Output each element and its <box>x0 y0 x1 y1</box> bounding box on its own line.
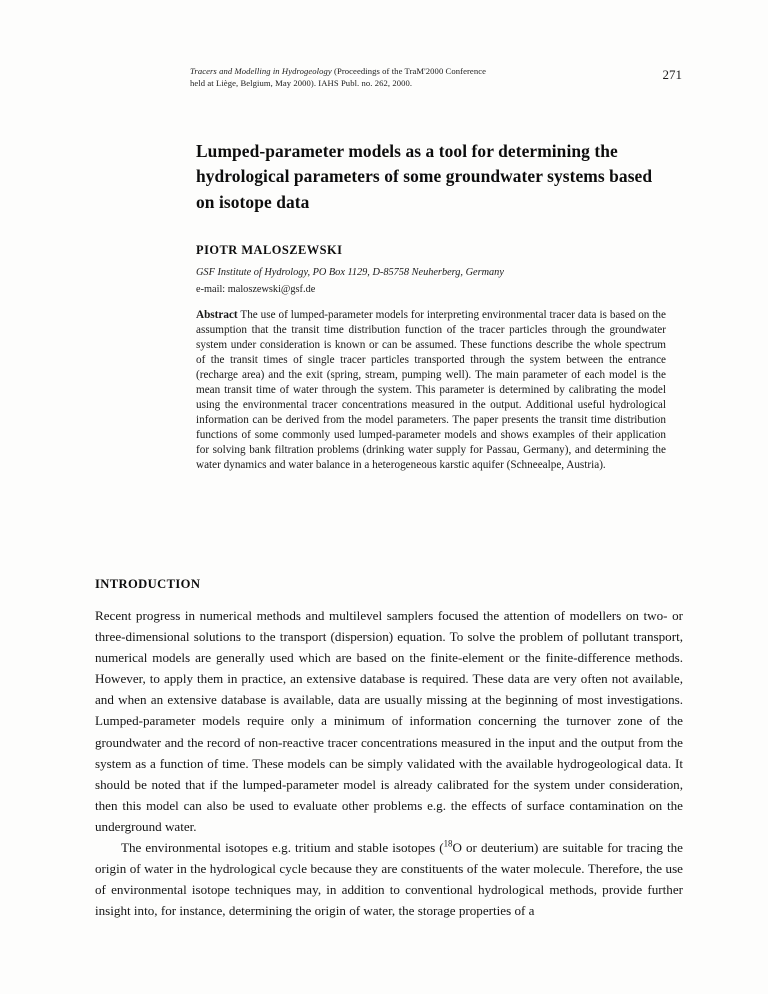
journal-proceedings: (Proceedings of the TraM'2000 Conference <box>331 66 487 76</box>
abstract-text: The use of lumped-parameter models for interpreting environmental tracer data is based on the assumption that the transit time distribution function of the tracer particles through the groundwater system under consideration is known or can be assumed. These functions describe the whole spectrum of the transit times of single tracer particles transported through the system between the entrance (recharge area) and the exit (spring, stream, pumping well). The main parameter of each model is the mean transit time of water through the system. This parameter is determined by calibrating the model using the environmental tracer concentrations measured in the output. Additional useful hydrological information can be derived from the model parameters. The paper presents the transit time distribution functions of some commonly used lumped-parameter models and shows examples of their application for solving bank filtration problems (drinking water supply for Passau, Germany), and determining the water dynamics and water balance in a heterogeneous karstic aquifer (Schneealpe, Austria). <box>196 309 666 471</box>
paragraph-intro-1: Recent progress in numerical methods and multilevel samplers focused the attention of modellers on two- or three-dimensional solutions to the transport (dispersion) equation. To solve the problem of pollutant transport, numerical models are generally used which are based on the finite-element or the finite-difference methods. However, to apply them in practice, an extensive database is required. These data are very often not available, and when an extensive database is available, data are usually missing at the beginning of most investigations. Lumped-parameter models require only a minimum of information concerning the turnover zone of the groundwater and the record of non-reactive tracer concentrations measured in the input and the output from the system as a function of time. These models can be simply validated with the available hydrogeological data. It should be noted that if the lumped-parameter model is already calibrated for the system under consideration, then this model can also be used to evaluate other problems e.g. the effects of surface contamination on the underground water. <box>95 608 683 834</box>
page-title: Lumped-parameter models as a tool for determining the hydrological parameters of some groundwater systems based on isotope data <box>196 140 653 212</box>
section-heading-introduction: INTRODUCTION <box>95 577 201 592</box>
author-affiliation: GSF Institute of Hydrology, PO Box 1129, D-85758 Neuherberg, Germany <box>196 267 504 278</box>
page-number: 271 <box>662 67 682 82</box>
paragraph-intro-2 <box>95 837 683 921</box>
journal-title: Tracers and Modelling in Hydrogeology <box>190 66 332 76</box>
author-block <box>196 243 666 297</box>
journal-publication-info: held at Liège, Belgium, May 2000). IAHS Publ. no. 262, 2000. <box>190 77 413 88</box>
author-name: PIOTR MALOSZEWSKI <box>196 243 343 257</box>
abstract-label: Abstract <box>196 309 238 321</box>
paragraph-2-part-2: O or deuterium) are suitable for tracing the origin of water in the hydrological cycle because they are constituents of the water molecule. Therefore, the use of environmental isotope techniques may, in addition to conventional hydrological methods, provide further insight into, for instance, determining the origin of water, the storage properties of a <box>95 840 683 919</box>
body-text <box>95 605 683 921</box>
abstract-section <box>196 308 666 473</box>
paragraph-2-part-1: The environmental isotopes e.g. tritium and stable isotopes ( <box>121 840 444 856</box>
isotope-superscript: 18 <box>443 838 453 849</box>
running-head <box>190 66 682 89</box>
journal-citation <box>190 66 590 89</box>
author-email: e-mail: maloszewski@gsf.de <box>196 284 316 295</box>
